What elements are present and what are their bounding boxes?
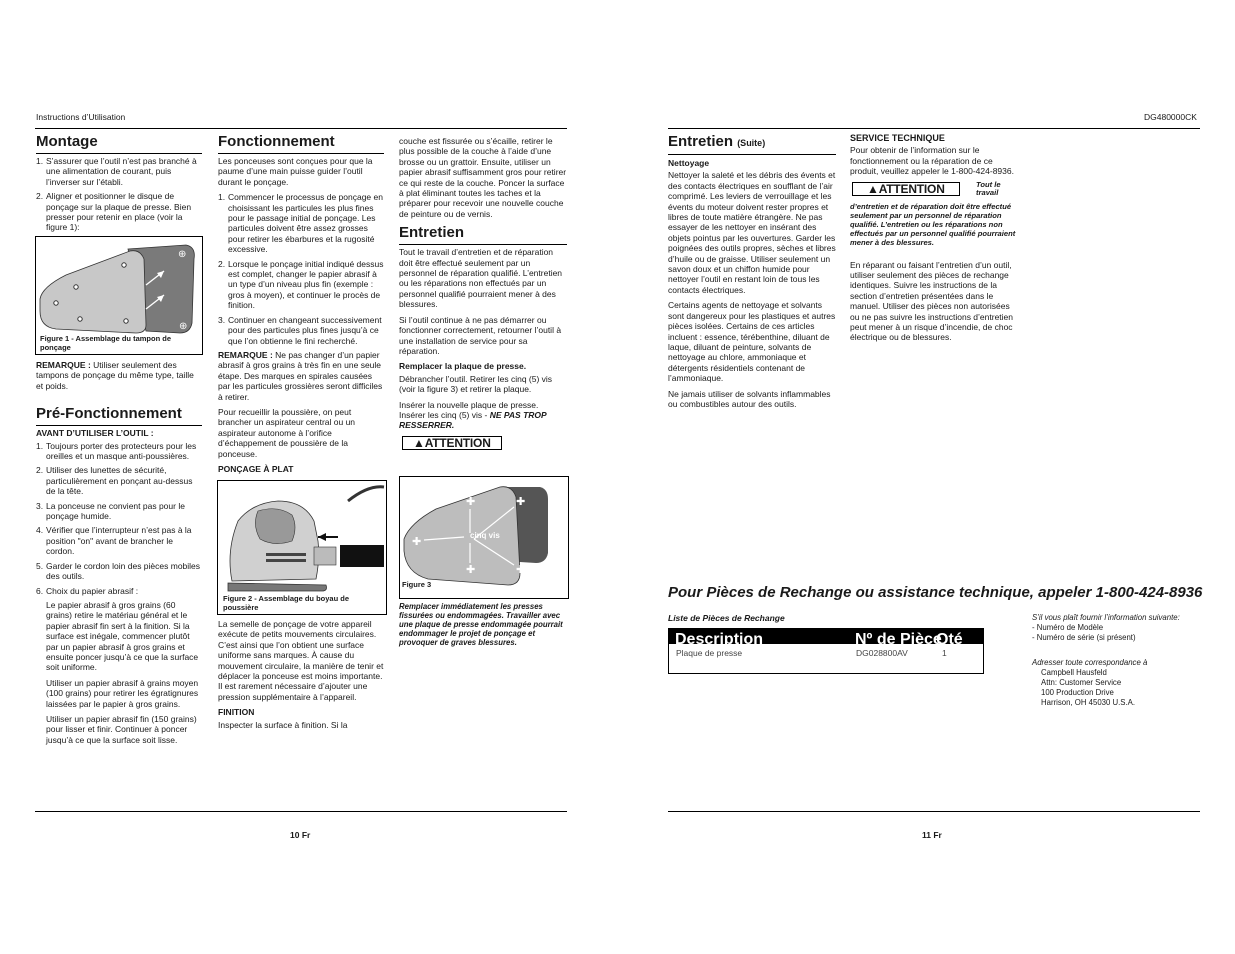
entretien-p4: Insérer la nouvelle plaque de presse. Insérer les cinq (5) vis - NE PAS TROP RESSERRER. [399,399,547,431]
service-text: Pour obtenir de l’information sur le fonctionnement ou la réparation de ce produit, veuillez appeler le 1-800-424-8936. [850,145,1014,177]
addr-line: Attn: Customer Service [1041,678,1122,688]
parts-banner: Pour Pièces de Rechange ou assistance technique, appeler 1-800-424-8936 [668,584,1203,601]
list-item: 1. S’assurer que l’outil n’est pas branché à une alimentation de courant, puis l’inverser sur l’établi. [36,156,197,187]
entretien-p3: Débrancher l’outil. Retirer les cinq (5) vis (voir la figure 3) et retirer la plaque. [399,373,553,395]
column-1-lower [36,360,202,750]
entretien-p1: Tout le travail d’entretien et de réparation doit être effectué seulement par un personnel de réparation qualifié. L’entretien ou les réparations non effectués par un personnel qualifié pourraient mener à des blessures. [399,247,563,310]
pre-fonct-title: Pré-Fonctionnement [36,405,202,426]
column-5 [850,133,1018,348]
svg-text:⊕: ⊕ [179,321,188,332]
column-1 [36,133,202,237]
parts-list-title: Liste de Pièces de Rechange [668,613,785,623]
figure-2 [217,480,387,615]
page-number-left: 10 Fr [290,830,311,840]
bottom-rule-left [35,811,567,812]
addr-line: 100 Production Drive [1041,688,1114,698]
attention-badge: ▲ATTENTION [852,182,960,196]
figure-3 [399,476,569,599]
list-item: 2. Aligner et positionner le disque de ponçage sur la plaque de presse. Bien presser pour retenir en place (voir la figure 1): [36,191,192,233]
column-2 [218,133,384,476]
fonct-dust: Pour recueillir la poussière, on peut brancher un aspirateur central ou un aspirateur autonome à l’orifice d’échappement de poussière de la ponceuse. [218,406,356,459]
top-rule-left [35,128,567,129]
info-line: - Numéro de série (si présent) [1032,633,1136,643]
info-title: S’il vous plaît fournir l’information suivante: [1032,613,1180,622]
warn-side-text: Tout le travail [976,179,1001,198]
col-part-number: Nº de Pièce [855,631,942,648]
nettoyage-p1: Nettoyer la saleté et les débris des évents et des contacts électriques en soufflant de l’air comprimé. Les leviers de verrouillage et les évents du moteur doivent rester propres et libres de toute matière étrangère. Ne pas essayer de les nettoyer en insérant des objets pointus par les ouvertures. Garder les poignées des outils propres, sèches et libres d’huile ou de graisse. Utiliser seulement un savon doux et un chiffon humide pour nettoyer l’outil en restant loin de tous les contacts électriques. [668,170,836,295]
column-2-lower [218,619,384,735]
addr-title: Adresser toute correspondance à [1032,657,1148,667]
addr-line: Harrison, OH 45030 U.S.A. [1041,698,1136,708]
list-item: 3. Continuer en changeant successivement pour des particules plus fines jusqu’à ce que l’on obtienne le fini recherché. [218,314,382,346]
entretien-suite-title: Entretien (Suite) [668,133,836,155]
figure-1 [35,236,203,355]
figure-3-caption: Figure 3 [402,580,432,589]
nettoyage-p2: Certains agents de nettoyage et solvants sont dangereux pour les plastiques et autres pièces isolées. Certains de ces articles incluent : essence, térébenthine, diluant de laque, diluant de peinture, solvants de nettoyage au chlore, ammoniaque et détergents résidentiels contenant de l’ammoniaque. [668,300,836,384]
abrasif-para-3: Utiliser un papier abrasif fin (150 grains) pour lisser et finir. Continuer à poncer jusqu’à ce que la surface soit lisse. [46,713,197,745]
top-rule-right [668,128,1200,129]
abrasif-para-2: Utiliser un papier abrasif à grains moyen (100 grains) pour retirer les égratignures laissées par le papier à gros grains. [46,677,199,709]
figure-3-warning: Remplacer immédiatement les presses fissurées ou endommagées. Travailler avec une plaque de presse endommagée pourrait endommager le projet de ponçage et provoquer de graves blessures. [399,602,563,647]
cell-part-number: DG028800AV [856,648,908,658]
svg-text:⊕: ⊕ [178,249,187,260]
list-item: 3. La ponceuse ne convient pas pour le ponçage humide. [36,500,185,522]
header-right: DG480000CK [1144,112,1197,122]
service-head: SERVICE TECHNIQUE [850,133,945,143]
column-4 [668,133,836,414]
finition-cont: couche est fissurée ou s’écaille, retirer le plus possible de la couche à l’aide d’une brosse ou un grattoir. Ensuite, utiliser un papier abrasif suffisamment gros pour retirer ce qui reste de la couche. Poncer la surface à plat éliminant toutes les taches et la préparer pour recevoir une nouvelle couche de peinture ou de vernis. [399,136,567,219]
plaque-head: Remplacer la plaque de presse. [399,361,527,372]
page-number-right: 11 Fr [922,830,942,840]
entretien-title: Entretien [399,224,567,245]
svg-text:✚: ✚ [466,496,476,508]
attention-wrap [399,436,567,450]
attention-badge: ▲ATTENTION [402,436,502,450]
svg-text:✚: ✚ [516,564,526,576]
entretien-p2: Si l’outil continue à ne pas démarrer ou fonctionner correctement, retourner l’outil à une installation de service pour sa réparation. [399,314,562,356]
cell-qty: 1 [942,648,947,658]
list-item: 2. Lorsque le ponçage initial indiqué dessus est complet, changer le papier abrasif à un type d’un niveau plus fin (exemple : gros à moyen), et continuer le procès de finition. [218,258,384,311]
pre-fonct-list [36,441,202,596]
header-left: Instructions d’Utilisation [36,112,126,122]
parts-table-header [669,629,983,648]
list-item: 2. Utiliser des lunettes de sécurité, particulièrement en ponçant au-dessus de la tête. [36,465,193,497]
service-para: En réparant ou faisant l’entretien d’un outil, utiliser seulement des pièces de rechange identiques. Suivre les instructions de la section d’entretien présentées dans le manuel. Utiliser des pièces non autorisées ou ne pas suivre les instructions d’entretien peut mener à un risque d’incendie, de choc électrique ou de blessures. [850,259,1014,343]
figure-2-caption: Figure 2 - Assemblage du boyau de poussière [223,594,349,612]
pre-fonct-subhead: AVANT D’UTILISER L’OUTIL : [36,428,154,439]
attention-row [850,179,1018,200]
semelle-text: La semelle de ponçage de votre appareil exécute de petits mouvements circulaires. C’est ainsi que l’on obtient une surface uniforme sans marques. À cause du mouvement circulaire, la manière de tenir et déplacer la ponceuse est moins importante. Il est rarement nécessaire d’ajouter une pression supplémentaire à l’appareil. [218,619,384,702]
list-item: 5. Garder le cordon loin des pièces mobiles des outils. [36,560,201,582]
abrasif-para-1: Le papier abrasif à gros grains (60 grains) retire le matériau général et le papier abrasif fin sert à la finition. Si la surface est inégale, commencer plutôt par un papier abrasif à gros grains et ensuite poncer jusqu’à ce que la surface soit uniforme. [46,599,199,673]
fonct-remarque: REMARQUE : Ne pas changer d’un papier abrasif à gros grains à très fin en une seule étape. Des marques en spirales causées par les particules grossières seront difficiles à retirer. [218,349,383,402]
warning-triangle-icon: ▲ [413,435,425,450]
finition-head: FINITION [218,707,255,718]
col-qty: Qté [936,631,963,648]
col-description: Description [675,631,764,648]
figure-3-label: cinq vis [470,531,500,540]
svg-text:✚: ✚ [412,536,422,548]
bottom-rule-right [668,811,1200,812]
info-line: - Numéro de Modèle [1032,623,1104,633]
finition-text: Inspecter la surface à finition. Si la [218,719,348,730]
montage-remarque: REMARQUE : Utiliser seulement des tampons de ponçage du même type, taille et poids. [36,360,194,391]
addr-line: Campbell Hausfeld [1041,667,1107,677]
fonct-title: Fonctionnement [218,133,384,154]
nettoyage-head: Nettoyage [668,158,710,168]
montage-title: Montage [36,133,202,154]
montage-list [36,156,202,233]
nettoyage-p3: Ne jamais utiliser de solvants inflammables ou combustibles autour des outils. [668,388,831,409]
plat-head: PONÇAGE À PLAT [218,463,294,474]
fonct-intro: Les ponceuses sont conçues pour que la paume d’une main puisse guider l’outil durant le ponçage. [218,156,373,187]
column-3 [399,136,567,450]
warning-triangle-icon: ▲ [867,181,879,196]
list-item: 6. Choix du papier abrasif : [36,585,139,596]
parts-table [668,628,984,674]
svg-text:✚: ✚ [516,496,526,508]
cell-description: Plaque de presse [676,648,743,658]
column-3-lower [399,602,567,652]
list-item: 4. Vérifier que l’interrupteur n’est pas à la position "on" avant de brancher le cordon. [36,525,192,557]
info-block [1032,613,1202,709]
fonct-list [218,192,384,346]
list-item: 1. Commencer le processus de ponçage en choisissant les particules les plus fines pour le passage initial de ponçage. Les particules doivent être assez grosses pour retirer les ébarbures et la rugosité excessive. [218,192,383,255]
list-item: 1. Toujours porter des protecteurs pour les oreilles et un masque anti-poussières. [36,440,197,462]
figure-1-caption: Figure 1 - Assemblage du tampon de ponçage [40,334,171,352]
service-warning: d’entretien et de réparation doit être effectué seulement par un personnel de réparation qualifié. L’entretien ou les réparations non effectués par un personnel qualifié pourraient mener à des blessures. [850,201,1016,248]
svg-text:✚: ✚ [466,564,476,576]
